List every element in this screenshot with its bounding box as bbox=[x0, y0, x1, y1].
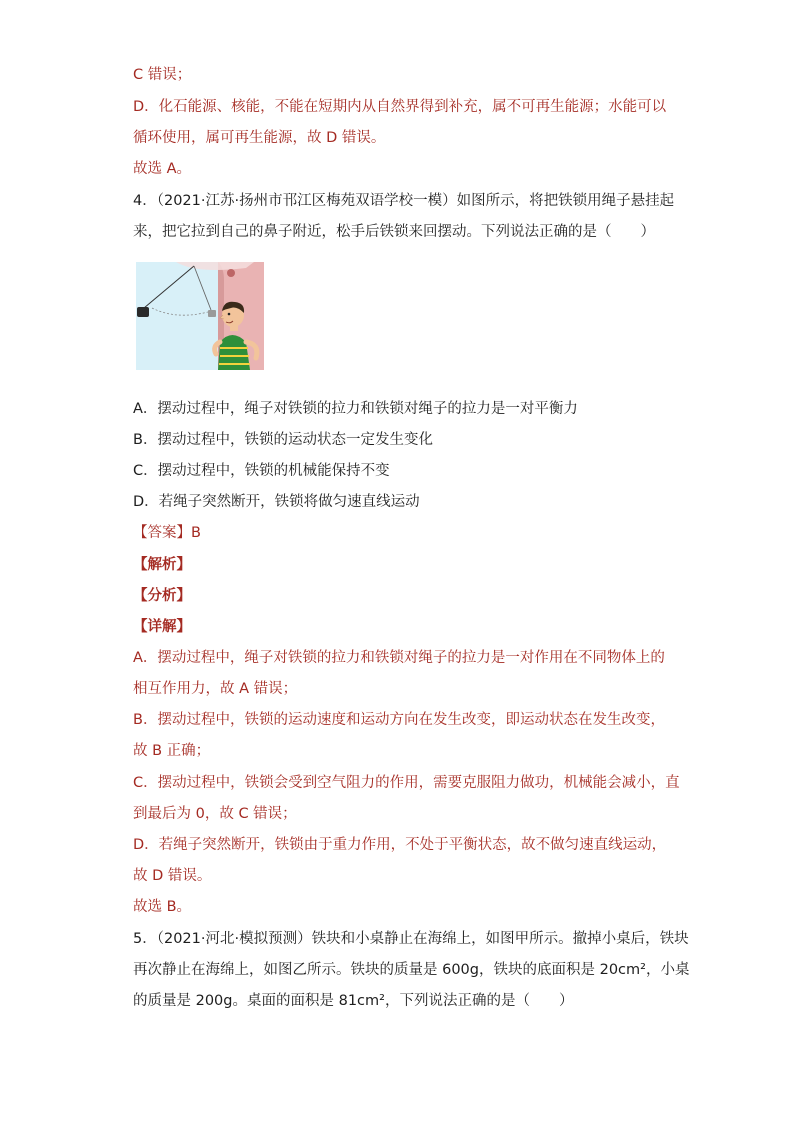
q4-detail-label: 【详解】 bbox=[133, 619, 191, 635]
q4-detail-line: C．摆动过程中，铁锁会受到空气阻力的作用，需要克服阻力做功，机械能会减小，直 bbox=[133, 775, 680, 791]
q4-detail-line: 故 D 错误。 bbox=[133, 868, 212, 884]
q4-option-b: B．摆动过程中，铁锁的运动状态一定发生变化 bbox=[133, 432, 433, 448]
q5-stem-line1: 5．（2021·河北·模拟预测）铁块和小桌静止在海绵上，如图甲所示。撤掉小桌后，铁块 bbox=[133, 931, 689, 947]
q4-stem-line1: 4．（2021·江苏·扬州市邗江区梅苑双语学校一模）如图所示，将把铁锁用绳子悬挂起 bbox=[133, 193, 675, 209]
prev-option-c-tail: C 错误； bbox=[133, 67, 192, 83]
q4-detail-line: 故 B 正确； bbox=[133, 743, 211, 759]
q5-stem-line3: 的质量是 200g。桌面的面积是 81cm²，下列说法正确的是（ ） bbox=[133, 993, 574, 1009]
q4-detail-line: A．摆动过程中，绳子对铁锁的拉力和铁锁对绳子的拉力是一对作用在不同物体上的 bbox=[133, 650, 665, 666]
q4-option-d: D．若绳子突然断开，铁锁将做匀速直线运动 bbox=[133, 494, 420, 510]
q4-conclusion: 故选 B。 bbox=[133, 899, 192, 915]
q5-stem-line2: 再次静止在海绵上，如图乙所示。铁块的质量是 600g，铁块的底面积是 20cm²，小桌 bbox=[133, 962, 690, 978]
q4-detail-line: 到最后为 0，故 C 错误； bbox=[133, 806, 297, 822]
q4-fenxi-label: 【分析】 bbox=[133, 588, 191, 604]
q4-detail-line: D．若绳子突然断开，铁锁由于重力作用，不处于平衡状态，故不做匀速直线运动， bbox=[133, 837, 667, 853]
q4-pendulum-figure bbox=[136, 262, 264, 370]
q4-detail-line: 相互作用力，故 A 错误； bbox=[133, 681, 298, 697]
q4-answer: 【答案】B bbox=[133, 525, 201, 541]
q4-stem-line2: 来，把它拉到自己的鼻子附近，松手后铁锁来回摆动。下列说法正确的是（ ） bbox=[133, 224, 655, 240]
q4-option-a: A．摆动过程中，绳子对铁锁的拉力和铁锁对绳子的拉力是一对平衡力 bbox=[133, 401, 578, 417]
prev-option-d-line1: D．化石能源、核能，不能在短期内从自然界得到补充，属不可再生能源；水能可以 bbox=[133, 99, 667, 115]
q4-option-c: C．摆动过程中，铁锁的机械能保持不变 bbox=[133, 463, 390, 479]
q4-detail-line: B．摆动过程中，铁锁的运动速度和运动方向在发生改变，即运动状态在发生改变， bbox=[133, 712, 665, 728]
q4-analysis-label: 【解析】 bbox=[133, 557, 191, 573]
prev-conclusion: 故选 A。 bbox=[133, 161, 192, 177]
prev-option-d-line2: 循环使用，属可再生能源，故 D 错误。 bbox=[133, 130, 386, 146]
